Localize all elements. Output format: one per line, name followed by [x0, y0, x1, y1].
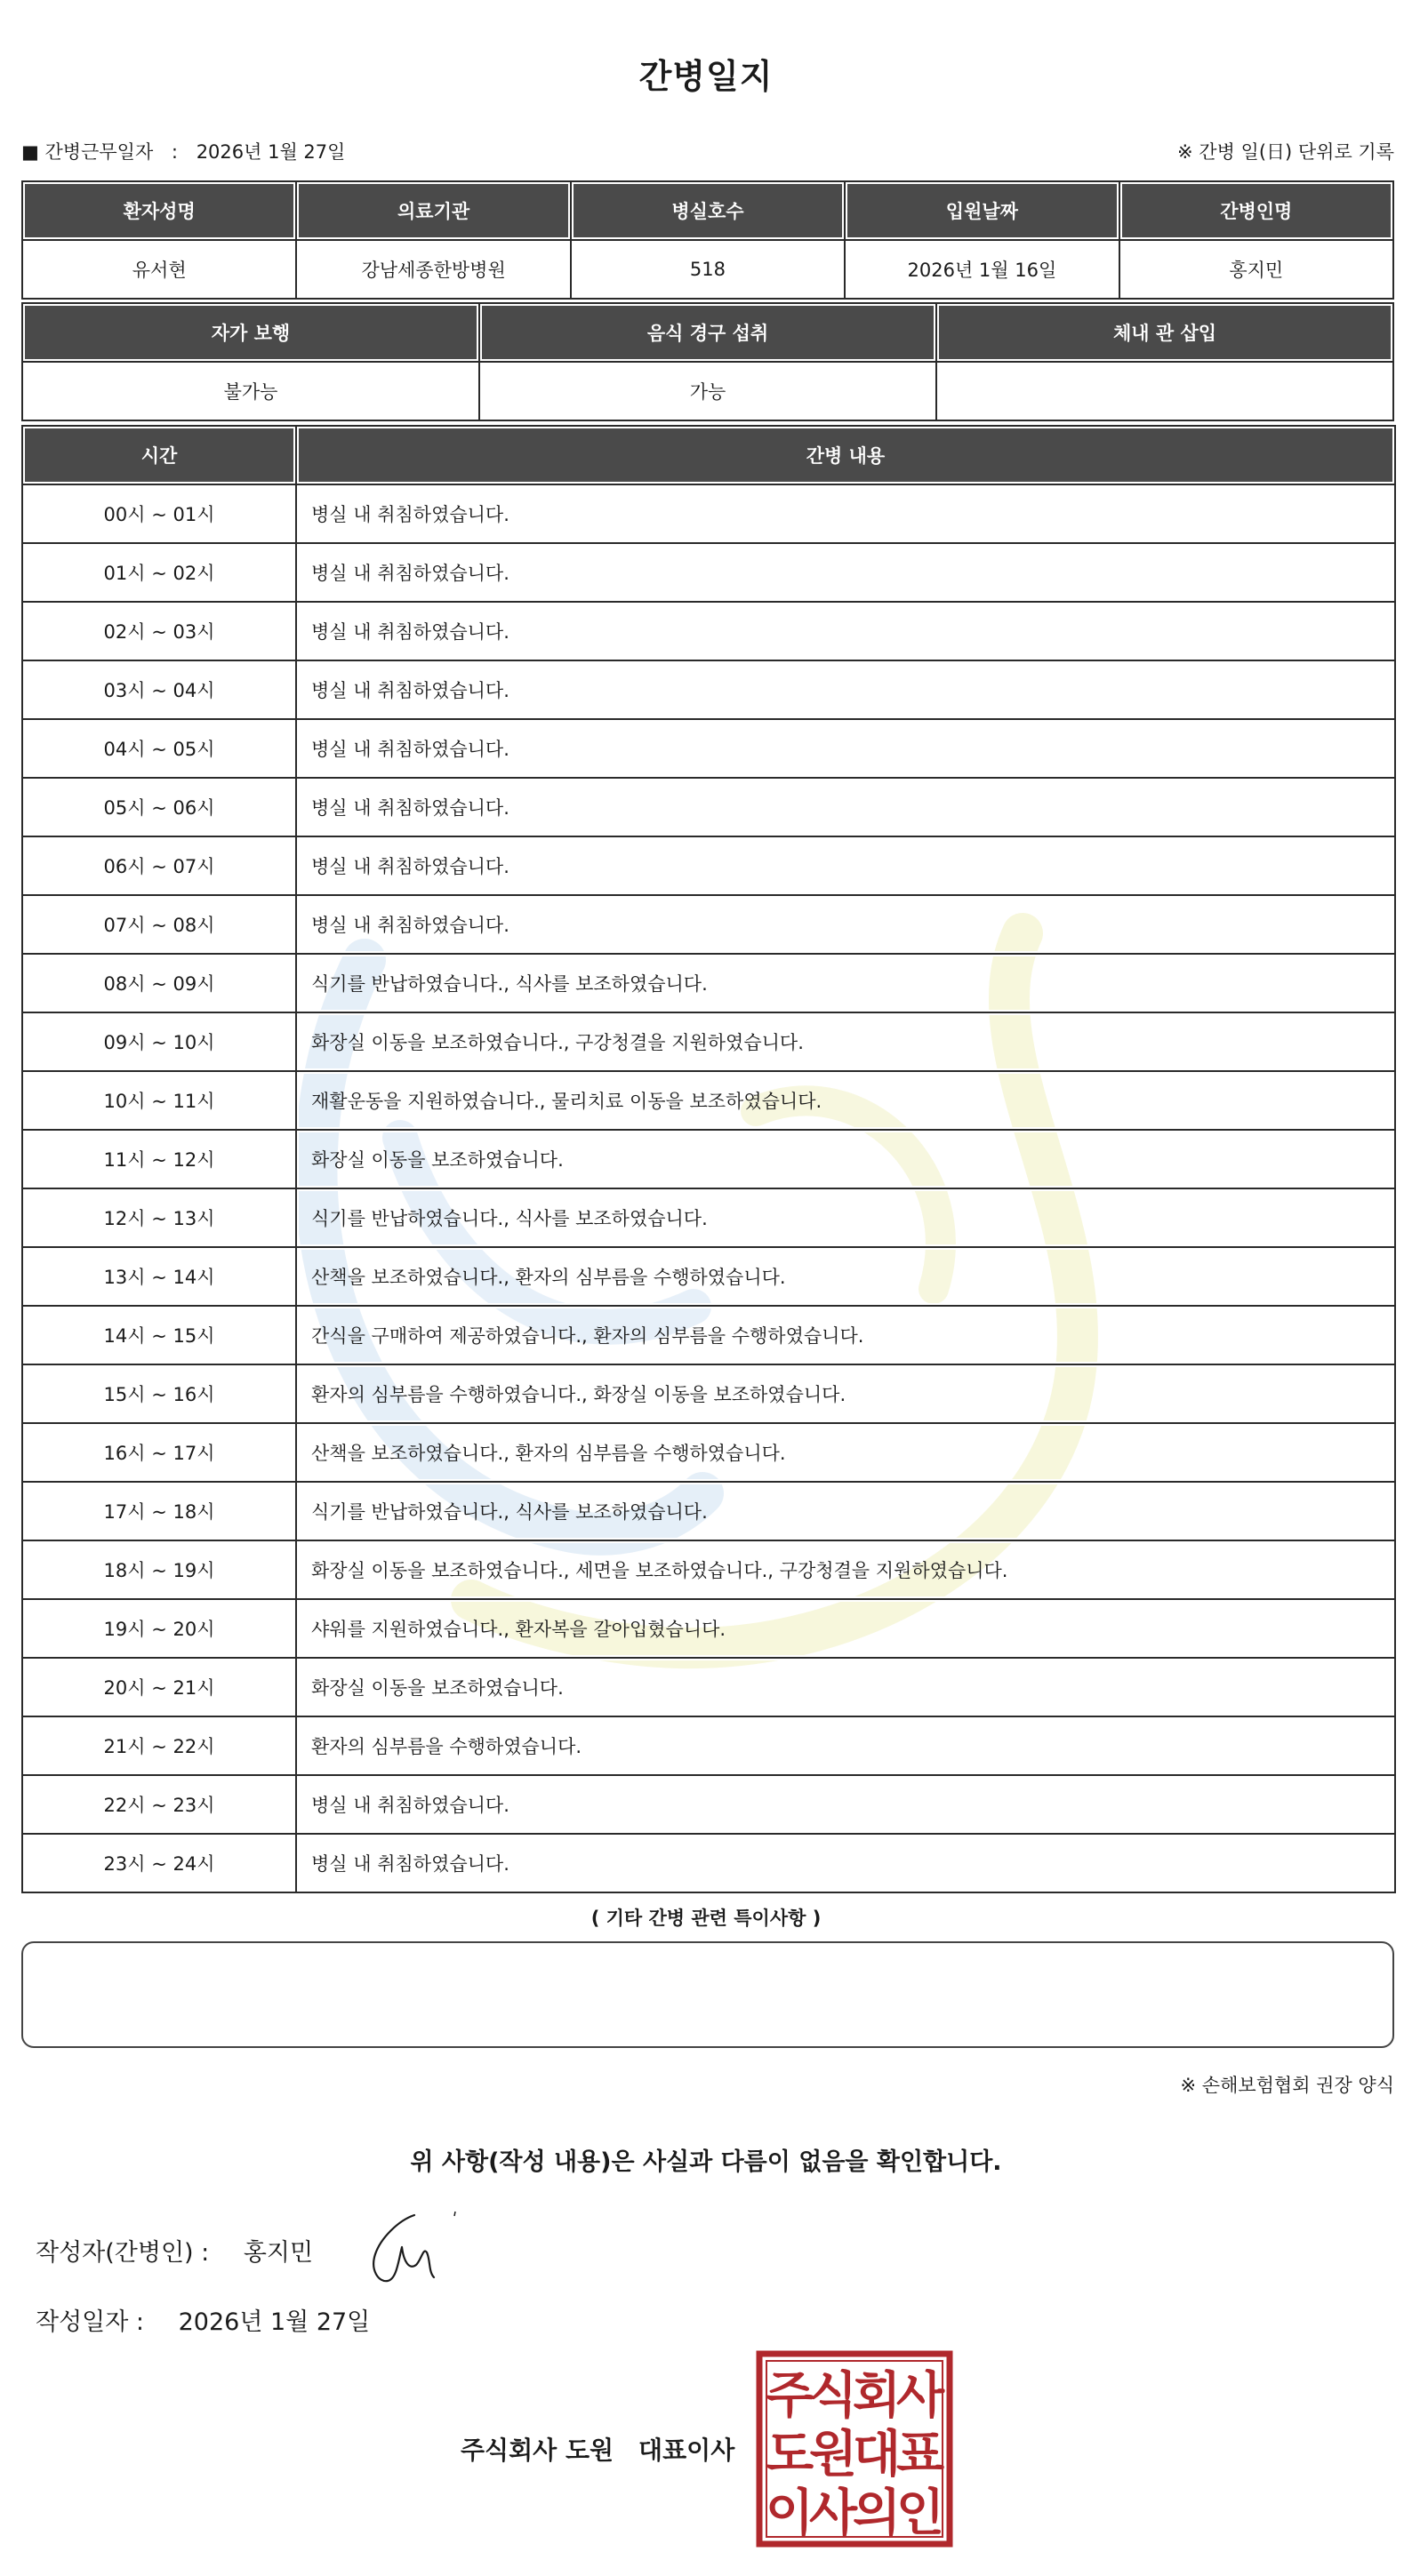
patient-info-header-row: [22, 181, 1393, 240]
seal-glyph: 회: [852, 2367, 902, 2425]
confirmation-statement: 위 사항(작성 내용)은 사실과 다름이 없음을 확인합니다.: [410, 2148, 1002, 2176]
care-log-content: 병실 내 취침하였습니다.: [296, 719, 1395, 778]
care-log-content: 샤워를 지원하였습니다., 환자복을 갈아입혔습니다.: [296, 1599, 1395, 1658]
care-log-row: [22, 778, 1395, 836]
care-log-time: 14시 ~ 15시: [22, 1306, 296, 1364]
writer-name: 홍지민: [243, 2239, 314, 2267]
care-log-time: 00시 ~ 01시: [22, 484, 296, 543]
seal-glyph: 의: [852, 2484, 902, 2542]
care-log-row: [22, 484, 1395, 543]
care-log-time: 10시 ~ 11시: [22, 1071, 296, 1130]
care-log-row: [22, 1423, 1395, 1482]
ceo-title: 대표이사: [638, 2436, 735, 2465]
care-log-content: 병실 내 취침하였습니다.: [296, 895, 1395, 954]
care-log-row: [22, 719, 1395, 778]
care-log-content: 식기를 반납하였습니다., 식사를 보조하였습니다.: [296, 1188, 1395, 1247]
care-log-row: [22, 1775, 1395, 1834]
header-tube-insertion: 체내 관 삽입: [936, 303, 1393, 362]
care-log-content: 화장실 이동을 보조하였습니다.: [296, 1130, 1395, 1188]
care-log-content: 화장실 이동을 보조하였습니다., 세면을 보조하였습니다., 구강청결을 지원하였습니다.: [296, 1540, 1395, 1599]
care-log-row: [22, 1306, 1395, 1364]
header-admission-date: 입원날짜: [845, 181, 1119, 240]
daily-record-note: ※ 간병 일(日) 단위로 기록: [1177, 141, 1394, 163]
header-self-walking: 자가 보행: [22, 303, 479, 362]
care-log-row: [22, 1247, 1395, 1306]
room-number-value: 518: [571, 240, 845, 299]
writer-row: [36, 2233, 313, 2268]
seal-glyph: 사: [808, 2484, 858, 2542]
care-log-content: 병실 내 취침하였습니다.: [296, 484, 1395, 543]
care-log-time: 02시 ~ 03시: [22, 602, 296, 660]
care-log-content: 산책을 보조하였습니다., 환자의 심부름을 수행하였습니다.: [296, 1423, 1395, 1482]
seal-glyph: 식: [808, 2367, 858, 2425]
care-log-row: [22, 1540, 1395, 1599]
care-log-header-row: [22, 426, 1395, 484]
care-log-time: 06시 ~ 07시: [22, 836, 296, 895]
care-log-time: 16시 ~ 17시: [22, 1423, 296, 1482]
work-date-value: 2026년 1월 27일: [196, 141, 346, 163]
special-notes-box: [21, 1941, 1394, 2048]
care-log-content: 산책을 보조하였습니다., 환자의 심부름을 수행하였습니다.: [296, 1247, 1395, 1306]
care-log-content: 병실 내 취침하였습니다.: [296, 778, 1395, 836]
care-log-time: 01시 ~ 02시: [22, 543, 296, 602]
document-title: 간병일지: [638, 57, 774, 96]
care-log-time: 09시 ~ 10시: [22, 1012, 296, 1071]
work-date-group: [21, 138, 345, 164]
oral-intake-value: 가능: [479, 362, 936, 420]
care-log-content: 병실 내 취침하였습니다.: [296, 1775, 1395, 1834]
care-log-row: [22, 660, 1395, 719]
handwritten-signature: [363, 2208, 461, 2290]
care-log-row: [22, 1658, 1395, 1716]
company-name: 주식회사 도원: [461, 2436, 614, 2465]
seal-glyph: 사: [895, 2367, 945, 2425]
care-log-time: 22시 ~ 23시: [22, 1775, 296, 1834]
care-log-content: 식기를 반납하였습니다., 식사를 보조하였습니다.: [296, 954, 1395, 1012]
patient-status-header-row: [22, 303, 1393, 362]
seal-glyph: 도: [765, 2426, 814, 2484]
care-log-table: [21, 425, 1396, 1893]
care-log-body: [22, 484, 1395, 1892]
care-log-content: 화장실 이동을 보조하였습니다., 구강청결을 지원하였습니다.: [296, 1012, 1395, 1071]
care-log-time: 20시 ~ 21시: [22, 1658, 296, 1716]
institution-value: 강남세종한방병원: [296, 240, 570, 299]
care-log-row: [22, 1482, 1395, 1540]
care-log-time: 12시 ~ 13시: [22, 1188, 296, 1247]
written-date-value: 2026년 1월 27일: [178, 2308, 371, 2336]
care-log-time: 08시 ~ 09시: [22, 954, 296, 1012]
care-log-row: [22, 1599, 1395, 1658]
care-log-time: 15시 ~ 16시: [22, 1364, 296, 1423]
form-standard-note: ※ 손해보험협회 권장 양식: [1180, 2075, 1394, 2096]
patient-status-value-row: [22, 362, 1393, 420]
company-signoff: [461, 2431, 734, 2467]
header-patient-name: 환자성명: [22, 181, 296, 240]
seal-glyph: 주: [765, 2367, 814, 2425]
seal-glyph: 이: [765, 2484, 814, 2542]
seal-glyph: 인: [895, 2484, 945, 2542]
seal-glyph: 표: [895, 2426, 945, 2484]
special-notes-label: ( 기타 간병 관련 특이사항 ): [590, 1908, 822, 1929]
care-log-row: [22, 1716, 1395, 1775]
care-log-row: [22, 1012, 1395, 1071]
care-log-row: [22, 1130, 1395, 1188]
care-log-content: 환자의 심부름을 수행하였습니다., 화장실 이동을 보조하였습니다.: [296, 1364, 1395, 1423]
care-log-content: 재활운동을 지원하였습니다., 물리치료 이동을 보조하였습니다.: [296, 1071, 1395, 1130]
company-seal-stamp: [756, 2350, 953, 2548]
care-log-content: 병실 내 취침하였습니다.: [296, 543, 1395, 602]
caregiver-name-value: 홍지민: [1119, 240, 1393, 299]
care-log-time: 05시 ~ 06시: [22, 778, 296, 836]
care-log-content: 병실 내 취침하였습니다.: [296, 660, 1395, 719]
written-date-row: [36, 2302, 370, 2337]
care-log-time: 11시 ~ 12시: [22, 1130, 296, 1188]
header-care-content: 간병 내용: [296, 426, 1395, 484]
work-date-label: ■ 간병근무일자: [21, 141, 154, 163]
care-log-row: [22, 1071, 1395, 1130]
care-log-time: 18시 ~ 19시: [22, 1540, 296, 1599]
patient-info-value-row: [22, 240, 1393, 299]
patient-status-table: [21, 302, 1394, 421]
care-log-row: [22, 602, 1395, 660]
patient-info-table: [21, 180, 1394, 300]
care-log-content: 식기를 반납하였습니다., 식사를 보조하였습니다.: [296, 1482, 1395, 1540]
header-oral-intake: 음식 경구 섭취: [479, 303, 936, 362]
header-institution: 의료기관: [296, 181, 570, 240]
tube-insertion-value: [936, 362, 1393, 420]
header-time: 시간: [22, 426, 296, 484]
care-log-row: [22, 895, 1395, 954]
care-log-row: [22, 836, 1395, 895]
care-log-content: 병실 내 취침하였습니다.: [296, 836, 1395, 895]
header-room-number: 병실호수: [571, 181, 845, 240]
care-log-time: 07시 ~ 08시: [22, 895, 296, 954]
patient-name-value: 유서현: [22, 240, 296, 299]
care-log-row: [22, 954, 1395, 1012]
care-log-time: 13시 ~ 14시: [22, 1247, 296, 1306]
work-date-separator: :: [171, 141, 178, 163]
meta-row: [21, 138, 1394, 164]
care-log-time: 04시 ~ 05시: [22, 719, 296, 778]
care-log-content: 화장실 이동을 보조하였습니다.: [296, 1658, 1395, 1716]
care-log-content: 병실 내 취침하였습니다.: [296, 1834, 1395, 1892]
care-log-time: 03시 ~ 04시: [22, 660, 296, 719]
care-log-content: 환자의 심부름을 수행하였습니다.: [296, 1716, 1395, 1775]
care-log-content: 간식을 구매하여 제공하였습니다., 환자의 심부름을 수행하였습니다.: [296, 1306, 1395, 1364]
care-log-time: 19시 ~ 20시: [22, 1599, 296, 1658]
writer-label: 작성자(간병인) :: [36, 2239, 210, 2267]
seal-glyph: 원: [808, 2426, 858, 2484]
care-log-time: 23시 ~ 24시: [22, 1834, 296, 1892]
header-caregiver-name: 간병인명: [1119, 181, 1393, 240]
admission-date-value: 2026년 1월 16일: [845, 240, 1119, 299]
self-walking-value: 불가능: [22, 362, 479, 420]
care-log-row: [22, 1188, 1395, 1247]
care-log-time: 17시 ~ 18시: [22, 1482, 296, 1540]
seal-glyph: 대: [852, 2426, 902, 2484]
care-log-content: 병실 내 취침하였습니다.: [296, 602, 1395, 660]
care-log-time: 21시 ~ 22시: [22, 1716, 296, 1775]
care-log-row: [22, 1364, 1395, 1423]
care-log-row: [22, 1834, 1395, 1892]
written-date-label: 작성일자 :: [36, 2308, 145, 2336]
care-log-row: [22, 543, 1395, 602]
